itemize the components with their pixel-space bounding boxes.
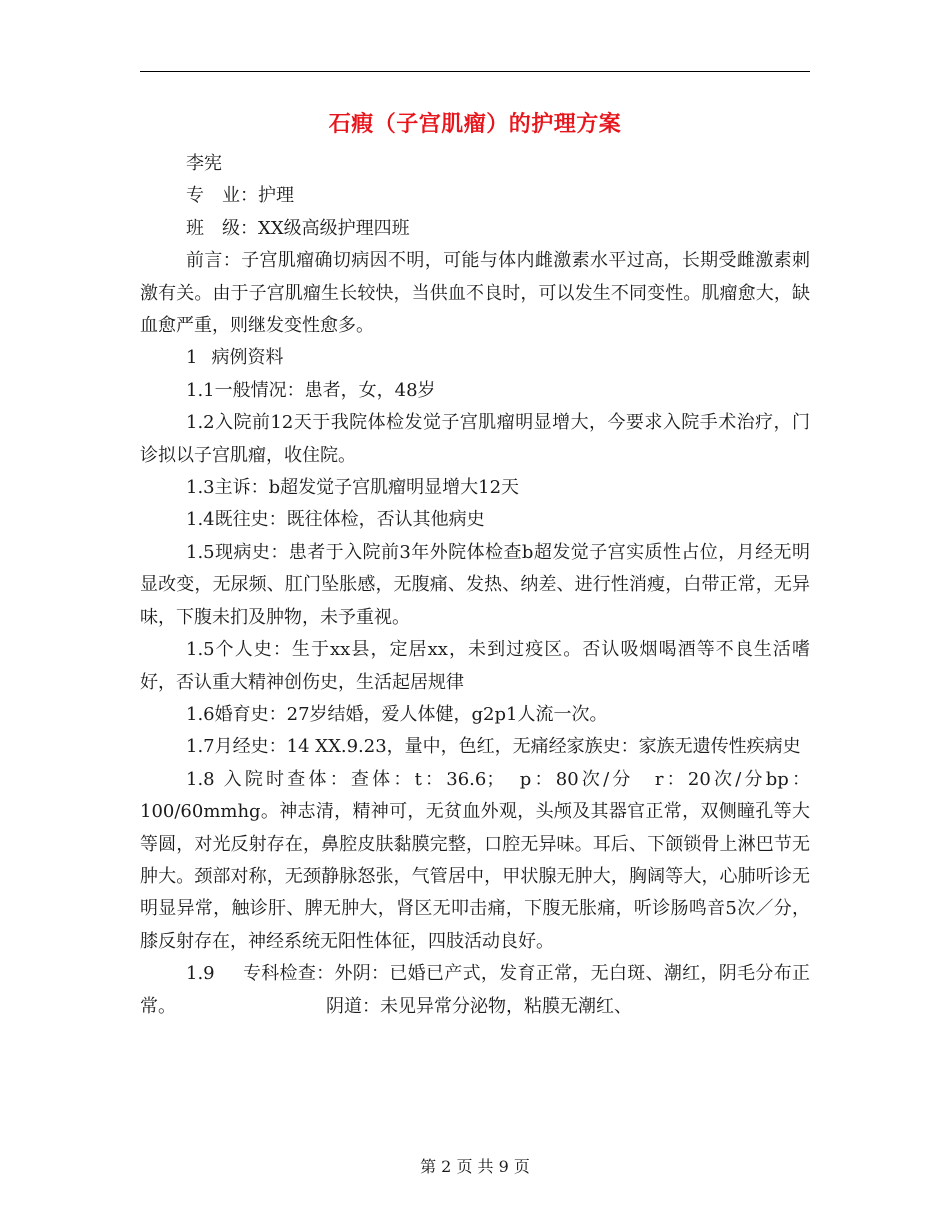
section-title: 病例资料 [211,347,284,369]
paragraph-1-7: 1.7月经史：14 XX.9.23，量中，色红，无痛经家族史：家族无遗传性疾病史 [186,736,801,758]
paragraph-1-3: 1.3主诉：b超发觉子宫肌瘤明显增大12天 [186,477,520,499]
paragraph-1-9-text-a: 专科检查：外阴：已婚已产式，发育正常，无白斑、潮红，阴毛分布正常。 [140,963,810,1017]
paragraph-1-5-personal: 1.5个人史：生于xx县，定居xx，未到过疫区。否认吸烟喝酒等不良生活嗜好，否认重大精神创伤史，生活起居规律 [140,639,810,693]
paragraph-1-9 [140,958,810,1023]
paragraph-1-1: 1.1一般情况：患者，女，48岁 [186,379,436,401]
paragraph-1-9-text-b: 阴道：未见异常分泌物，粘膜无潮红、 [326,995,632,1017]
paragraph-1-2: 1.2入院前12天于我院体检发觉子宫肌瘤明显增大，今要求入院手术治疗，门诊拟以子宫肌瘤，收住院。 [140,412,810,466]
section-number: 1 [186,347,198,369]
author-line: 李宪 [186,153,222,174]
section-heading [140,342,810,374]
paragraph-1-8-text: 入院时查体：查体：t：36.6； p：80次/分 r：20次/分bp：100/60mmhg。神志清，精神可，无贫血外观，头颅及其器官正常，双侧瞳孔等大等圆，对光反射存在，鼻腔皮肤黏膜完整，口腔无异味。耳后、下颌锁骨上淋巴节无肿大。颈部对称，无颈静脉怒张，气管居中，甲状腺无肿大，胸阔等大，心肺听诊无明显异常，触诊肝、脾无肿大，肾区无叩击痛，下腹无胀痛，听诊肠鸣音5次／分，膝反射存在，神经系统无阳性体征，四肢活动良好。 [140,768,810,952]
page-footer [0,1154,950,1177]
document-title: 石瘕（子宫肌瘤）的护理方案 [328,111,622,137]
paragraph-1-5-history: 1.5现病史：患者于入院前3年外院体检查b超发觉子宫实质性占位，月经无明显改变，无尿频、肛门坠胀感，无腹痛、发热、纳差、进行性消瘦，白带正常，无异味，下腹未扪及肿物，未予重视。 [140,541,810,628]
paragraph-1-8-number: 1.8 [186,768,215,790]
class-line: 班 级：XX级高级护理四班 [186,217,410,239]
paragraph-1-9-number: 1.9 [186,963,215,985]
page-number: 第 2 页 共 9 页 [420,1157,530,1176]
paragraph-1-8 [140,764,810,958]
paragraph-1-6: 1.6婚育史：27岁结婚，爱人体健，g2p1人流一次。 [186,703,608,725]
major-line: 专 业：护理 [186,185,294,207]
paragraph-1-4: 1.4既往史：既往体检，否认其他病史 [186,509,485,531]
document-body [140,148,810,1023]
preface-paragraph: 前言：子宫肌瘤确切病因不明，可能与体内雌激素水平过高，长期受雌激素刺激有关。由于子宫肌瘤生长较快，当供血不良时，可以发生不同变性。肌瘤愈大，缺血愈严重，则继发变性愈多。 [140,250,810,337]
header-rule [140,71,810,72]
